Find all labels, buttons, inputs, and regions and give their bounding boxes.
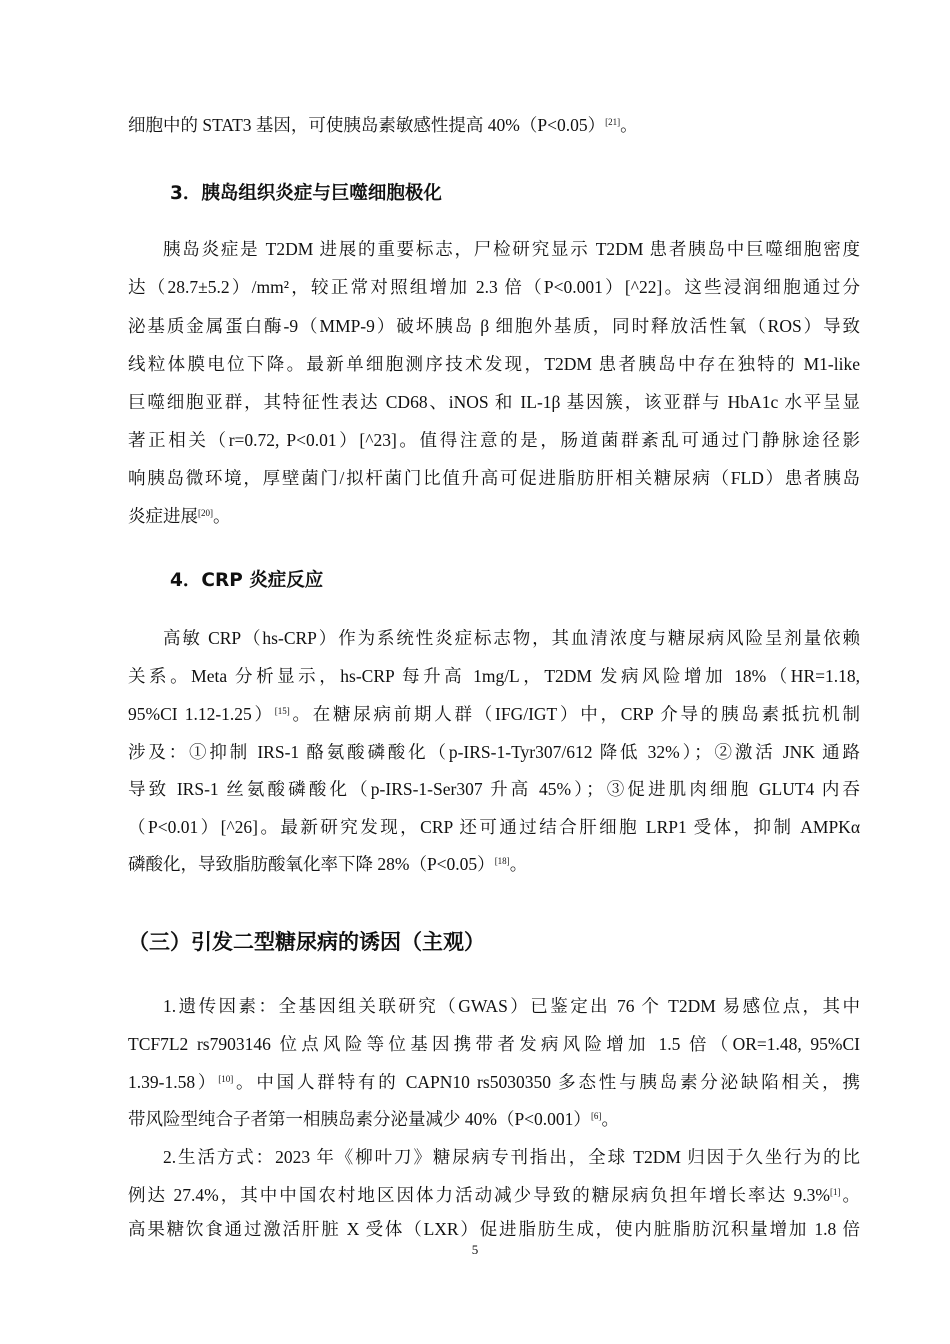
paragraph-line: 胰岛炎症是 T2DM 进展的重要标志，尸检研究显示 T2DM 患者胰岛中巨噬细胞密度 (163, 239, 860, 259)
paragraph-line: （P<0.01）[^26]。最新研究发现，CRP 还可通过结合肝细胞 LRP1 受体，抑制 AMPKα (128, 817, 860, 837)
paragraph-line: 95%CI 1.12-1.25）[15]。在糖尿病前期人群（IFG/IGT）中，CRP 介导的胰岛素抵抗机制 (128, 704, 860, 724)
paragraph-line: 炎症进展[20]。 (128, 506, 231, 526)
citation[interactable]: [6] (590, 1111, 602, 1121)
paragraph-line: 带风险型纯合子者第一相胰岛素分泌量减少 40%（P<0.001）[6]。 (128, 1109, 619, 1129)
chapter-subheading: （三）引发二型糖尿病的诱因（主观） (128, 930, 485, 954)
paragraph-line: 著正相关（r=0.72, P<0.01）[^23]。值得注意的是，肠道菌群紊乱可通过门静脉途径影 (128, 430, 860, 450)
paragraph-line: 2.生活方式：2023 年《柳叶刀》糖尿病专刊指出，全球 T2DM 归因于久坐行为的比 (163, 1147, 860, 1167)
paragraph-line: 高果糖饮食通过激活肝脏 X 受体（LXR）促进脂肪生成，使内脏脂肪沉积量增加 1.8 倍 (128, 1219, 860, 1239)
citation[interactable]: [10] (218, 1074, 234, 1084)
paragraph-line: TCF7L2 rs7903146 位点风险等位基因携带者发病风险增加 1.5 倍（OR=1.48, 95%CI (128, 1034, 860, 1054)
section-heading-3: 3．胰岛组织炎症与巨噬细胞极化 (170, 183, 442, 204)
paragraph-line: 响胰岛微环境，厚壁菌门/拟杆菌门比值升高可促进脂肪肝相关糖尿病（FLD）患者胰岛 (128, 468, 860, 488)
paragraph-line: 例达 27.4%，其中中国农村地区因体力活动减少导致的糖尿病负担年增长率达 9.3%[1]。 (128, 1185, 860, 1205)
paragraph-line: 细胞中的 STAT3 基因，可使胰岛素敏感性提高 40%（P<0.05）[21]。 (128, 115, 638, 135)
paragraph-line: 1.39-1.58）[10]。中国人群特有的 CAPN10 rs5030350 多态性与胰岛素分泌缺陷相关，携 (128, 1072, 860, 1092)
citation[interactable]: [20] (198, 508, 213, 518)
paragraph-line: 关系。Meta 分析显示，hs-CRP 每升高 1mg/L，T2DM 发病风险增加 18%（HR=1.18, (128, 666, 860, 686)
citation[interactable]: [1] (829, 1187, 841, 1197)
paragraph-line: 磷酸化，导致脂肪酸氧化率下降 28%（P<0.05）[18]。 (128, 854, 528, 874)
citation[interactable]: [15] (274, 706, 290, 716)
section-heading-4: 4．CRP 炎症反应 (170, 570, 324, 591)
paragraph-line: 导致 IRS-1 丝氨酸磷酸化（p-IRS-1-Ser307 升高 45%）；③促进肌肉细胞 GLUT4 内吞 (128, 779, 860, 799)
citation[interactable]: [21] (605, 117, 621, 127)
paragraph-line: 线粒体膜电位下降。最新单细胞测序技术发现，T2DM 患者胰岛中存在独特的 M1-like (128, 354, 860, 374)
paragraph-line: 涉及：①抑制 IRS-1 酪氨酸磷酸化（p-IRS-1-Tyr307/612 降低 32%）；②激活 JNK 通路 (128, 742, 860, 762)
paragraph-line: 泌基质金属蛋白酶-9（MMP-9）破坏胰岛 β 细胞外基质，同时释放活性氧（ROS）导致 (128, 316, 860, 336)
citation[interactable]: [18] (494, 856, 510, 866)
page-number: 5 (471, 1242, 479, 1257)
paragraph-line: 巨噬细胞亚群，其特征性表达 CD68、iNOS 和 IL-1β 基因簇，该亚群与 HbA1c 水平呈显 (128, 392, 860, 412)
paragraph-line: 高敏 CRP（hs-CRP）作为系统性炎症标志物，其血清浓度与糖尿病风险呈剂量依赖 (163, 628, 860, 648)
paragraph-line: 达（28.7±5.2）/mm²，较正常对照组增加 2.3 倍（P<0.001）[^22]。这些浸润细胞通过分 (128, 277, 860, 297)
paragraph-line: 1.遗传因素：全基因组关联研究（GWAS）已鉴定出 76 个 T2DM 易感位点，其中 (163, 996, 860, 1016)
